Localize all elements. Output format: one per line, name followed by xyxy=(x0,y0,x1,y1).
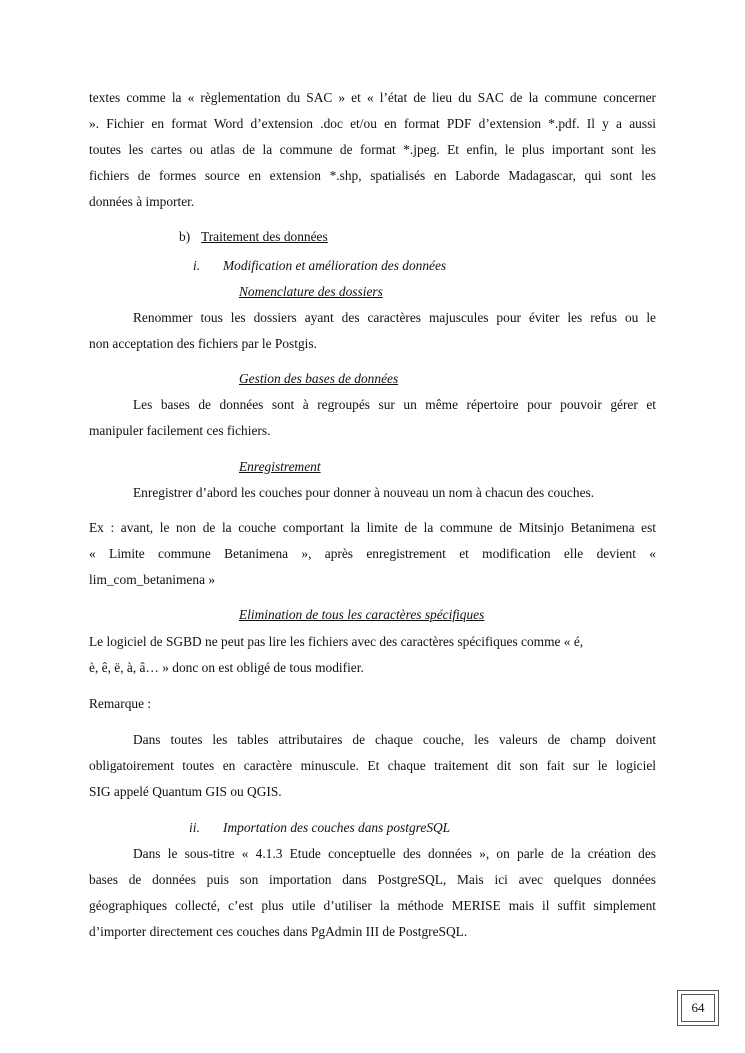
paragraph-line: « Limite commune Betanimena », après enregistrement et modification elle devient « xyxy=(89,546,656,561)
paragraph-line: ». Fichier en format Word d’extension .doc et/ou en format PDF d’extension *.pdf. Il y a aussi xyxy=(89,116,656,131)
paragraph-line: données à importer. xyxy=(89,194,195,209)
section-b-marker: b) xyxy=(179,229,191,244)
paragraph-line: è, ê, ë, à, â… » donc on est obligé de tous modifier. xyxy=(89,660,364,675)
paragraph-line: Renommer tous les dossiers ayant des caractères majuscules pour éviter les refus ou le xyxy=(133,310,656,325)
paragraph-line: Enregistrer d’abord les couches pour donner à nouveau un nom à chacun des couches. xyxy=(133,485,595,500)
enregistrement-heading: Enregistrement xyxy=(239,459,321,474)
paragraph-line: SIG appelé Quantum GIS ou QGIS. xyxy=(89,784,282,799)
paragraph-line: géographiques collecté, c’est plus utile d’utiliser la méthode MERISE mais il suffit simplement xyxy=(89,898,656,913)
paragraph-line: textes comme la « règlementation du SAC » et « l’état de lieu du SAC de la commune concerner xyxy=(89,90,656,105)
subsection-i-title: Modification et amélioration des données xyxy=(223,258,447,273)
nomenclature-heading: Nomenclature des dossiers xyxy=(239,284,383,299)
paragraph-line: Dans le sous-titre « 4.1.3 Etude conceptuelle des données », on parle de la création des xyxy=(133,846,656,861)
paragraph-line: Le logiciel de SGBD ne peut pas lire les fichiers avec des caractères spécifiques comme « é, xyxy=(89,634,584,649)
paragraph-line: Dans toutes les tables attributaires de chaque couche, les valeurs de champ doivent xyxy=(133,732,656,747)
subsection-ii-title: Importation des couches dans postgreSQL xyxy=(223,820,451,835)
paragraph-line: fichiers de formes source en extension *.shp, spatialisés en Laborde Madagascar, qui sont les xyxy=(89,168,656,183)
page-number-box xyxy=(677,990,719,1026)
paragraph-line: obligatoirement toutes en caractère minuscule. Et chaque traitement dit son fait sur le logiciel xyxy=(89,758,656,773)
subsection-ii-marker: ii. xyxy=(189,820,200,835)
paragraph-line: manipuler facilement ces fichiers. xyxy=(89,423,271,438)
elimination-heading: Elimination de tous les caractères spécifiques xyxy=(239,607,485,622)
section-b-title: Traitement des données xyxy=(201,229,328,244)
subsection-i-marker: i. xyxy=(193,258,201,273)
paragraph-line: Les bases de données sont à regroupés sur un même répertoire pour pouvoir gérer et xyxy=(133,397,656,412)
paragraph-line: toutes les cartes ou atlas de la commune de format *.jpeg. Et enfin, le plus important sont les xyxy=(89,142,656,157)
paragraph-line: non acceptation des fichiers par le Postgis. xyxy=(89,336,317,351)
paragraph-line: Ex : avant, le non de la couche comportant la limite de la commune de Mitsinjo Betanimena est xyxy=(89,520,656,535)
paragraph-line: bases de données puis son importation dans PostgreSQL, Mais ici avec quelques données xyxy=(89,872,656,887)
gestion-heading: Gestion des bases de données xyxy=(239,371,399,386)
paragraph-line: d’importer directement ces couches dans PgAdmin III de PostgreSQL. xyxy=(89,924,468,939)
paragraph-line: lim_com_betanimena » xyxy=(89,572,216,587)
remarque-label: Remarque : xyxy=(89,696,152,711)
page-number: 64 xyxy=(691,1000,705,1015)
